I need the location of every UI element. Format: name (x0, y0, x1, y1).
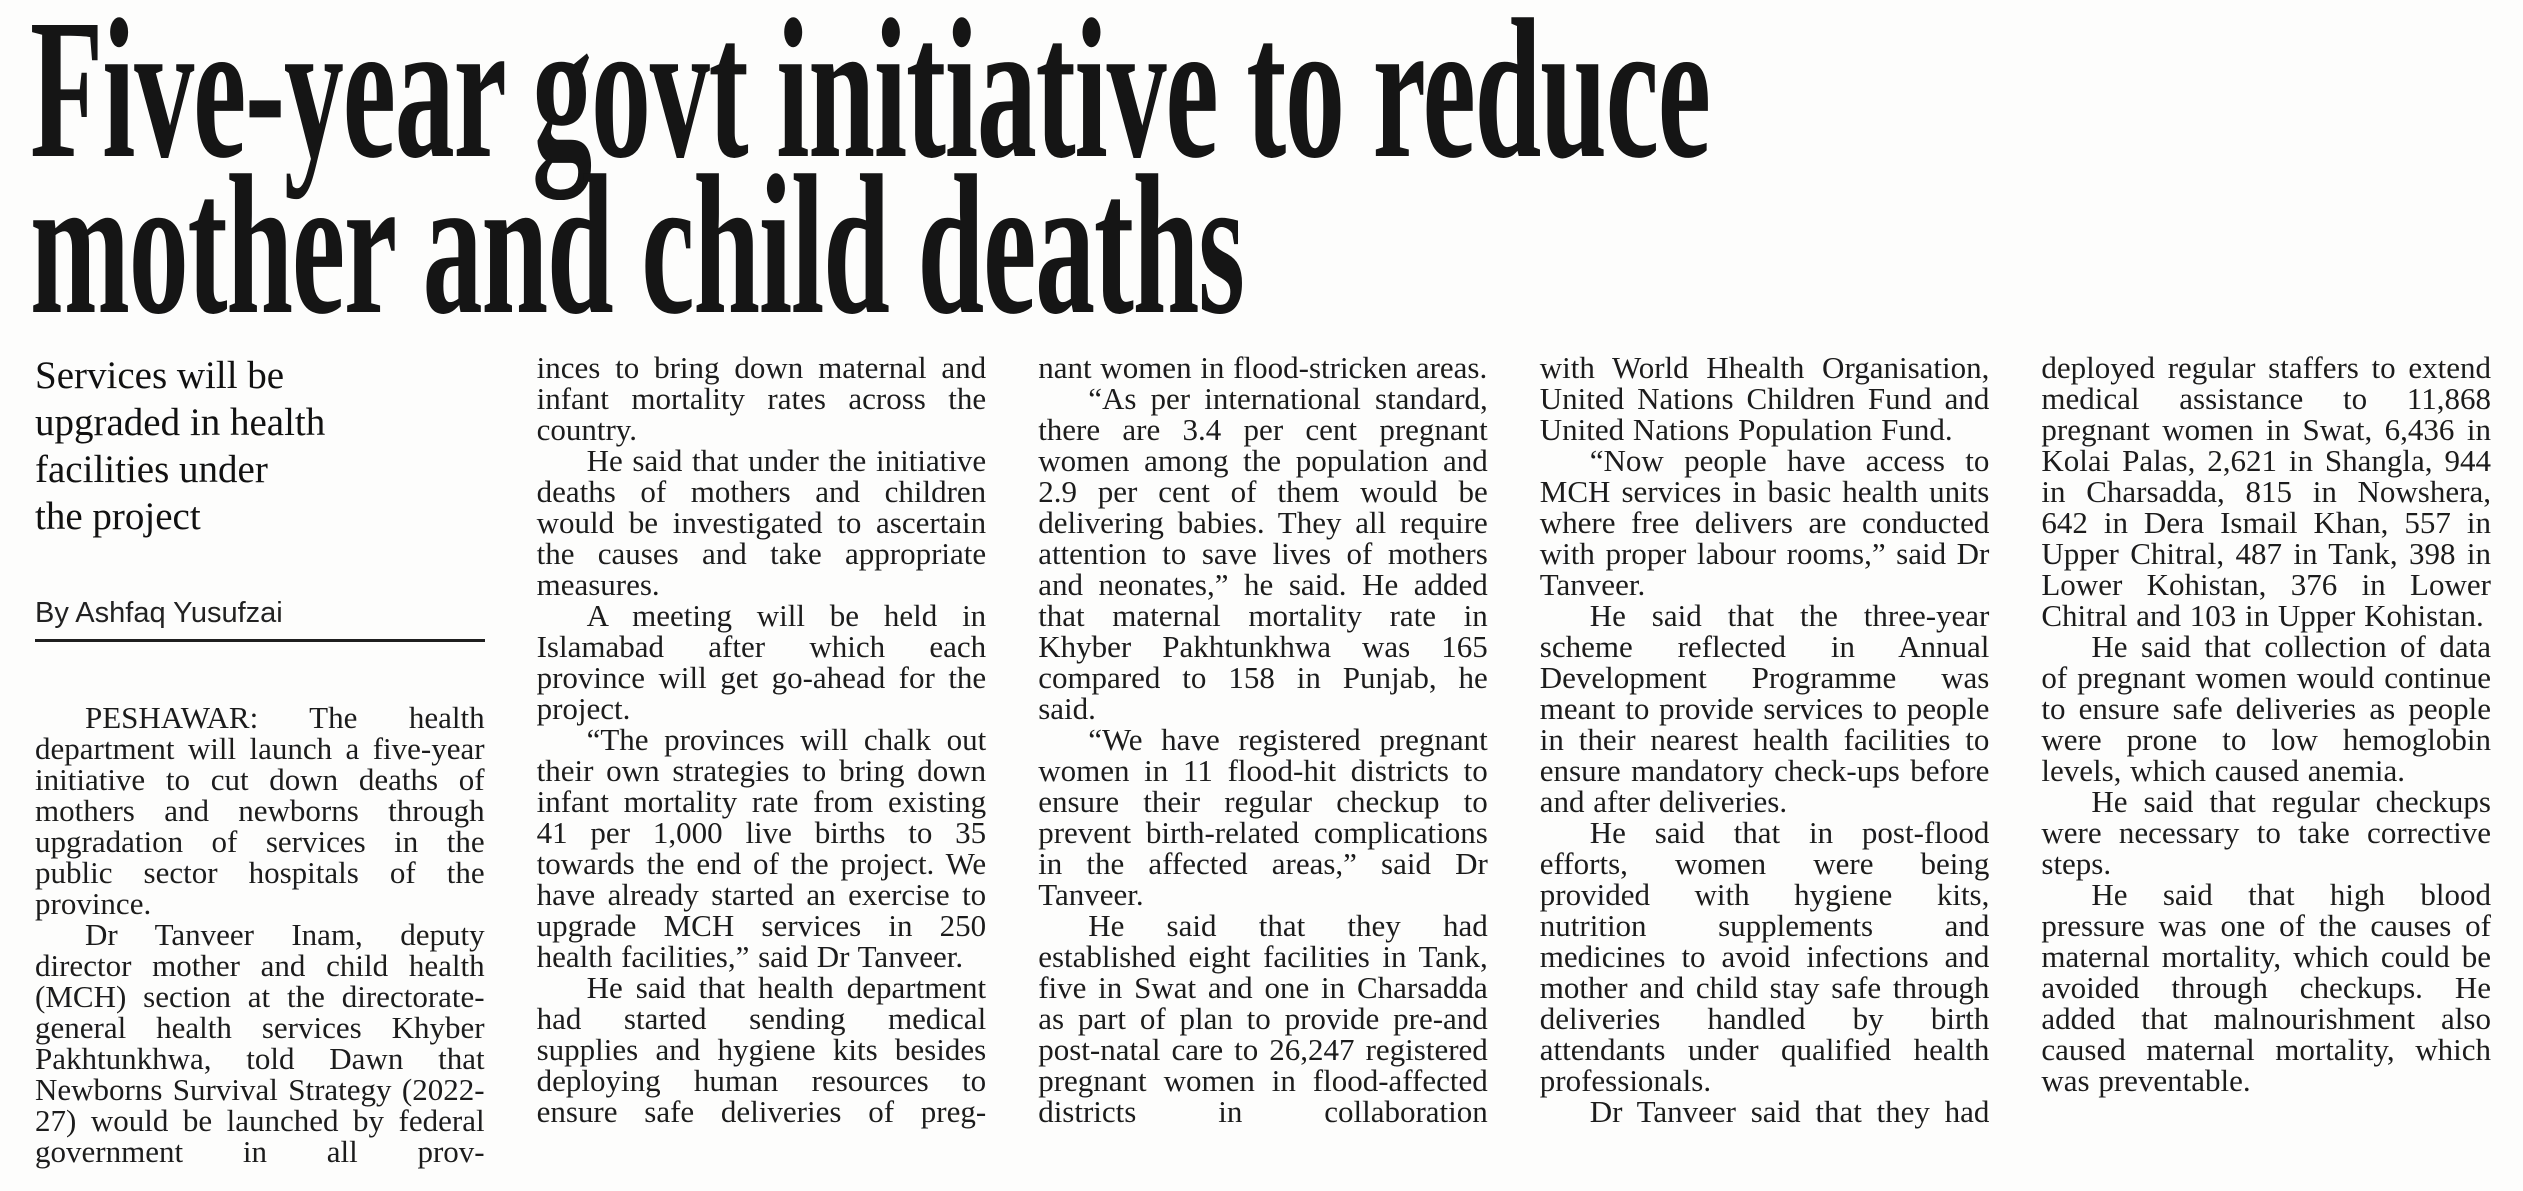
standfirst-line: facilities under (35, 448, 268, 491)
paragraph: He said that high blood pressure was one of the causes of maternal mortality, which could be avoided through checkups. He added that malnourishment also caused maternal mortality, which was preventable. (2041, 877, 2491, 1098)
column-1 (35, 352, 485, 1167)
paragraph: PESHAWAR: The health department will launch a five-year initiative to cut down deaths of mothers and newborns through upgradation of services in the public sector hospitals of the province. (35, 700, 485, 921)
paragraph-continuation: nant women in flood-stricken areas. (1038, 350, 1488, 385)
paragraph: He said that under the initiative deaths of mothers and children would be investigated to ascertain the causes and take appropriate measures. (536, 443, 987, 602)
paragraph: “We have registered pregnant women in 11 flood-hit districts to ensure their regular checkup to prevent birth-related complications in the affected areas,” said Dr Tanveer. (1038, 722, 1488, 912)
column-5 (2041, 352, 2491, 1167)
paragraph: Dr Tanveer said that they had (1589, 1094, 1990, 1129)
column-4 (1540, 352, 1990, 1167)
column-5-body (2041, 352, 2491, 1096)
paragraph: He said that the three-year scheme reflected in Annual Development Programme was meant to provide services to people in their nearest health facilities to ensure mandatory check-ups before and after deliveries. (1539, 598, 1990, 819)
byline: By Ashfaq Yusufzai (35, 597, 283, 629)
paragraph: “As per international standard, there are 3.4 per cent pregnant women among the population and 2.9 per cent of them would be delivering babies. They all require attention to save lives of mothers and neonates,” he said. He added that maternal mortality rate in Khyber Pakhtunkhwa was 165 compared to 158 in Punjab, he said. (1038, 381, 1488, 726)
paragraph: A meeting will be held in Islamabad after which each province will get go-ahead for the project. (536, 598, 987, 726)
paragraph: He said that regular checkups were necessary to take corrective steps. (2041, 784, 2491, 881)
article-columns (35, 352, 2491, 1167)
article-headline (30, 0, 2523, 356)
paragraph: He said that in post-flood efforts, women were being provided with hygiene kits, nutrition supplements and medicines to avoid infections and mother and child stay safe through deliveries handled by birth attendants under qualified health professionals. (1539, 815, 1990, 1098)
byline-rule (35, 639, 485, 642)
paragraph: He said that they had established eight facilities in Tank, five in Swat and one in Charsadda as part of plan to provide pre-and post-natal care to 26,247 registered pregnant women in flood-affected districts in collaboration (1038, 908, 1488, 1129)
column-2-body (537, 352, 987, 1127)
column-3 (1038, 352, 1488, 1167)
column-4-body (1540, 352, 1990, 1127)
headline-line-1: Five-year govt initiative to reduce (30, 0, 1710, 200)
paragraph: “Now people have access to MCH services in basic health units where free delivers are conducted with proper labour rooms,” said Dr Tanveer. (1539, 443, 1990, 602)
paragraph: He said that collection of data of pregnant women would continue to ensure safe deliveries as people were prone to low hemoglobin levels, which caused anemia. (2041, 629, 2491, 788)
headline-line-2: mother and child deaths (30, 135, 1244, 356)
column-1-body (35, 702, 485, 1167)
paragraph-continuation: inces to bring down maternal and infant mortality rates across the country. (536, 350, 987, 447)
standfirst-line: upgraded in health (35, 401, 326, 444)
paragraph: “The provinces will chalk out their own strategies to bring down infant mortality rate from existing 41 per 1,000 live births to 35 towards the end of the project. We have already started an exercise to upgrade MCH services in 250 health facilities,” said Dr Tanveer. (536, 722, 987, 974)
column-2 (537, 352, 987, 1167)
standfirst-line: the project (35, 495, 201, 538)
standfirst (35, 352, 485, 540)
column-3-body (1038, 352, 1488, 1127)
standfirst-line: Services will be (35, 354, 285, 397)
paragraph-continuation: with World Hhealth Organisation, United Nations Children Fund and United Nations Population Fund. (1539, 350, 1990, 447)
paragraph: Dr Tanveer Inam, deputy director mother and child health (MCH) section at the directorate-general health services Khyber Pakhtunkhwa, told Dawn that Newborns Survival Strategy (2022-27) would be launched by federal government in all prov- (35, 917, 485, 1169)
paragraph-continuation: deployed regular staffers to extend medical assistance to 11,868 pregnant women in Swat, 6,436 in Kolai Palas, 2,621 in Shangla, 944 in Charsadda, 815 in Nowshera, 642 in Dera Ismail Khan, 557 in Upper Chitral, 487 in Tank, 398 in Lower Kohistan, 376 in Lower Chitral and 103 in Upper Kohistan. (2041, 350, 2491, 633)
paragraph: He said that health department had started sending medical supplies and hygiene kits besides deploying human resources to ensure safe deliveries of preg- (536, 970, 987, 1129)
